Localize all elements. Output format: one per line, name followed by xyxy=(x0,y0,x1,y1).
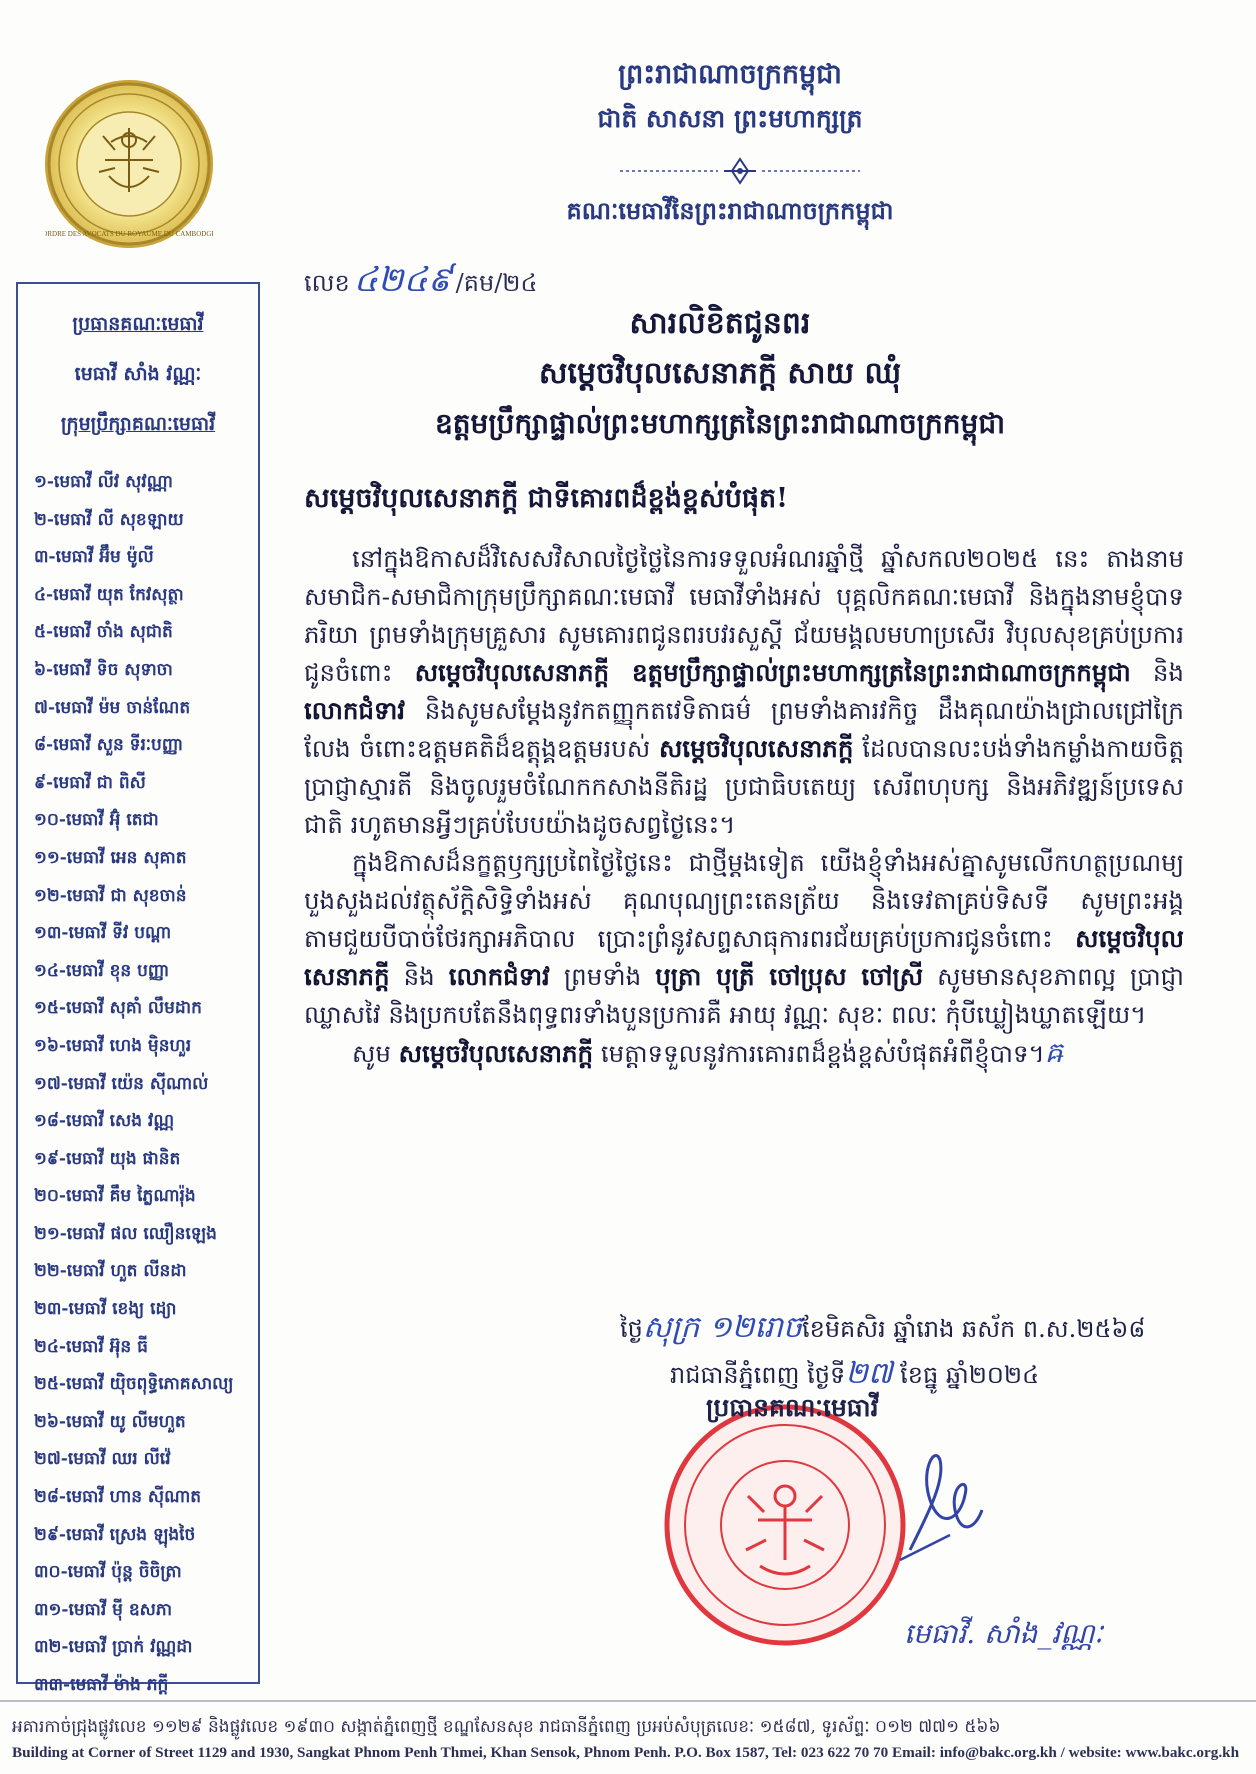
council-member: ១៦-មេធាវី ហេង ម៉ិនហួរ xyxy=(34,1035,192,1056)
paragraph-2: ក្នុងឱកាសដ៏នក្ខត្តឫក្សប្រពៃថ្ងៃថ្លៃនេះ ជាថ្មីម្ដងទៀត យើងខ្ញុំទាំងអស់គ្នាសូមលើកហត្ថប្រណម្យបួងសួងដល់វត្ថុស័ក្ដិសិទ្ធិទាំងអស់ គុណបុណ្យព្រះតេនត្រ័យ និងទេវតាគ្រប់ទិសទី សូមព្រះអង្គតាមជួយបីបាច់ថែរក្សាអភិបាល ប្រោះព្រំនូវសព្ទសាធុការពរជ័យគ្រប់ប្រការជូនចំពោះ សម្ដេចវិបុលសេនាភក្ដី និង លោកជំទាវ ព្រមទាំង បុត្រា បុត្រី ចៅប្រុស ចៅស្រី សូមមានសុខភាពល្អ ប្រាជ្ញាឈ្លាសវៃ និងប្រកបតែនឹងពុទ្ធពរទាំងបួនប្រការគឺ អាយុ វណ្ណៈ សុខៈ ពលៈ កុំបីឃ្លៀងឃ្លាតឡើយ។ xyxy=(304,848,1184,1029)
bar-association-seal xyxy=(45,80,213,248)
motto-header: ជាតិ សាសនា ព្រះមហាក្សត្រ xyxy=(597,104,863,133)
council-member: ១៤-មេធាវី ខុន បញ្ញា xyxy=(34,960,170,981)
council-member: ៧-មេធាវី ម៉ម ចាន់ណែត xyxy=(34,697,191,718)
signatory-role: ប្រធានគណៈមេធាវី xyxy=(706,1393,879,1422)
letter-body xyxy=(304,540,1184,1073)
official-red-stamp xyxy=(660,1400,910,1650)
council-member: ៣-មេធាវី អ៊ឹម ម៉ូលី xyxy=(34,547,154,568)
city-date: រាជធានីភ្នំពេញ ថ្ងៃទី២៧ ខែធ្នូ ឆ្នាំ២០២៤ xyxy=(670,1356,1040,1391)
council-member: ៣២-មេធាវី ប្រាក់ វណ្ណដា xyxy=(34,1637,193,1658)
council-member: ២៥-មេធាវី យ៉ិចពុទ្ធិភោគសាល្យ xyxy=(34,1374,234,1395)
council-member: ៣០-មេធាវី ប៉ុន្ត ចិចិត្រា xyxy=(34,1562,182,1583)
council-member: ១៩-មេធាវី យុង ផានិត xyxy=(34,1148,181,1169)
council-title: ក្រុមប្រឹក្សាគណៈមេធាវី xyxy=(60,413,216,435)
signatory-name: មេធាវី. សាំង_វណ្ណៈ xyxy=(904,1617,1103,1650)
council-member: ២២-មេធាវី ហួត លីនដា xyxy=(34,1261,187,1282)
reference-handwritten-number: ៤២៤៩ xyxy=(353,260,452,300)
footer-divider xyxy=(0,1700,1256,1702)
council-member: ២៣-មេធាវី ខេង្យ ដ្យោ xyxy=(34,1299,177,1320)
council-member: ៤-មេធាវី យុត កែវសុត្ថា xyxy=(34,584,184,605)
reference-number xyxy=(304,258,537,298)
council-member: ១២-មេធាវី ជា សុខចាន់ xyxy=(34,885,187,906)
council-member-list xyxy=(34,464,256,1705)
reference-prefix: លេខ xyxy=(304,269,350,297)
council-member: ២៧-មេធាវី ឈរ លីវ៉េ xyxy=(34,1449,171,1470)
ornament-divider xyxy=(620,156,860,186)
letter-title: សារលិខិតជូនពរ xyxy=(629,306,811,341)
recipient-title: សម្ដេចវិបុលសេនាភក្ដី សាយ ឈុំ xyxy=(538,356,902,391)
council-member: ២១-មេធាវី ផល ឈឿនឡេង xyxy=(34,1223,217,1244)
council-member: ២-មេធាវី លី សុខឡាយ xyxy=(34,509,184,530)
council-member: ២៦-មេធាវី យូ លីមហួត xyxy=(34,1411,186,1432)
lunar-date-handwritten: សុក្រ ១២រោច xyxy=(642,1310,802,1345)
council-member: ៣១-មេធាវី ម៉ី ឧសភា xyxy=(34,1599,173,1620)
president-name: មេធាវី សាំង វណ្ណៈ xyxy=(74,363,202,385)
council-member: ១៥-មេធាវី សុគាំ លឹមដាក xyxy=(34,998,202,1019)
organization-header: គណៈមេធាវីនៃព្រះរាជាណាចក្រកម្ពុជា xyxy=(566,196,894,225)
council-member: ២០-មេធាវី គឹម ភ្លៃណារ៉ុង xyxy=(34,1186,196,1207)
svg-text:ORDRE DES AVOCATS DU ROYAUME D: ORDRE DES AVOCATS DU ROYAUME DU CAMBODGE xyxy=(45,230,213,238)
footer-address-khmer: អគារកាច់ជ្រុងផ្លូវលេខ ១១២៩ និងផ្លូវលេខ ១៩៣០ សង្កាត់ភ្នំពេញថ្មី ខណ្ឌសែនសុខ រាជធានីភ្នំពេញ ប្រអប់សំបុត្រលេខៈ ១៥៨៧, ទូរស័ព្ទៈ ០១២ ៧៧១ ៥៦៦ xyxy=(12,1717,1001,1737)
council-member: ២៨-មេធាវី ហាន ស៊ីណាត xyxy=(34,1487,202,1508)
council-member: ១៨-មេធាវី សេង វណ្ណ xyxy=(34,1111,175,1132)
council-member: ១៣-មេធាវី ទីវ បណ្ដា xyxy=(34,923,172,944)
president-title: ប្រធានគណៈមេធាវី xyxy=(72,313,204,335)
salutation: សម្ដេចវិបុលសេនាភក្ដី ជាទីគោរពដ៏ខ្ពង់ខ្ពស់បំផុត! xyxy=(304,483,788,514)
council-member: ១១-មេធាវី អេន សុគាត xyxy=(34,847,187,868)
council-member: ៣៣-មេធាវី ម៉ាង ភក្តី xyxy=(34,1675,169,1695)
kingdom-header: ព្រះរាជាណាចក្រកម្ពុជា xyxy=(618,59,842,90)
handwritten-signature xyxy=(890,1440,990,1570)
council-member: ៩-មេធាវី ជា ពិសី xyxy=(34,772,146,793)
paragraph-1: នៅក្នុងឱកាសដ៏វិសេសវិសាលថ្ងៃថ្លៃនៃការទទួលអំណរឆ្នាំថ្មី ឆ្នាំសកល២០២៥ នេះ តាងនាមសមាជិក-សមាជិកាក្រុមប្រឹក្សាគណៈមេធាវី មេធាវីទាំងអស់ បុគ្គលិកគណៈមេធាវី និងក្នុងនាមខ្ញុំបាទ ភរិយា ព្រមទាំងក្រុមគ្រួសារ សូមគោរពជូនពរបវរសួស្ដី ជ័យមង្គលមហាប្រសើរ វិបុលសុខគ្រប់ប្រការ ជូនចំពោះ សម្ដេចវិបុលសេនាភក្ដី ឧត្តមប្រឹក្សាផ្ទាល់ព្រះមហាក្សត្រនៃព្រះរាជាណាចក្រកម្ពុជា និង លោកជំទាវ និងសូមសម្ដែងនូវកតញ្ញុកតវេទិតាធម៌ ព្រមទាំងគារវកិច្ច ដឹងគុណយ៉ាងជ្រាលជ្រៅក្រៃលែង ចំពោះឧត្តមគតិដ៏ឧត្ដុង្គឧត្តមរបស់ សម្ដេចវិបុលសេនាភក្ដី ដែលបានលះបង់ទាំងកម្លាំងកាយចិត្ត ប្រាជ្ញាស្មារតី និងចូលរួមចំណែកកសាងនីតិរដ្ឋ ប្រជាធិបតេយ្យ សេរីពហុបក្ស និងអភិវឌ្ឍន៍ប្រទេសជាតិ រហូតមានអ្វីៗគ្រប់បែបយ៉ាងដូចសព្វថ្ងៃនេះ។ xyxy=(304,544,1185,839)
council-member: ២៩-មេធាវី ស្រេង ឡុងថៃ xyxy=(34,1524,196,1545)
council-member: ៥-មេធាវី ចាំង សុជាតិ xyxy=(34,622,173,643)
council-member: ១៧-មេធាវី យ៉េន ស៊ីណាល់ xyxy=(34,1073,209,1094)
lunar-date: ថ្ងៃសុក្រ ១២រោចខែមិគសិរ ឆ្នាំរោង ឆស័ក ព.ស.២៥៦៨ xyxy=(620,1310,1146,1345)
council-member: ៨-មេធាវី សួន ទីរៈបញ្ញា xyxy=(34,735,184,756)
council-member: ១០-មេធាវី អ៊ុំ តេជា xyxy=(34,810,159,831)
footer-address-english: Building at Corner of Street 1129 and 1930, Sangkat Phnom Penh Thmei, Khan Sensok, Phnom Penh. P.O. Box 1587, Tel: 023 622 70 70 Email: info@bakc.org.kh / website: www.bakc.org.kh xyxy=(12,1744,1240,1761)
paragraph-3: សូម សម្ដេចវិបុលសេនាភក្ដី មេត្តាទទួលនូវការគោរពដ៏ខ្ពង់ខ្ពស់បំផុតអំពីខ្ញុំបាទ។ឝ xyxy=(352,1036,1063,1069)
council-member: ៦-មេធាវី ទិច សុទាចា xyxy=(34,659,173,680)
council-sidebar xyxy=(16,282,260,1695)
city-date-handwritten-day: ២៧ xyxy=(845,1356,893,1391)
handwritten-mark: ឝ xyxy=(1044,1036,1063,1069)
council-member: ២៤-មេធាវី អ៊ុន ធី xyxy=(34,1336,148,1357)
recipient-position: ឧត្តមប្រឹក្សាផ្ទាល់ព្រះមហាក្សត្រនៃព្រះរាជាណាចក្រកម្ពុជា xyxy=(435,407,1005,440)
council-member: ១-មេធាវី លីវ សុវណ្ណា xyxy=(34,472,173,492)
reference-suffix: /គម/២៤ xyxy=(455,269,538,297)
